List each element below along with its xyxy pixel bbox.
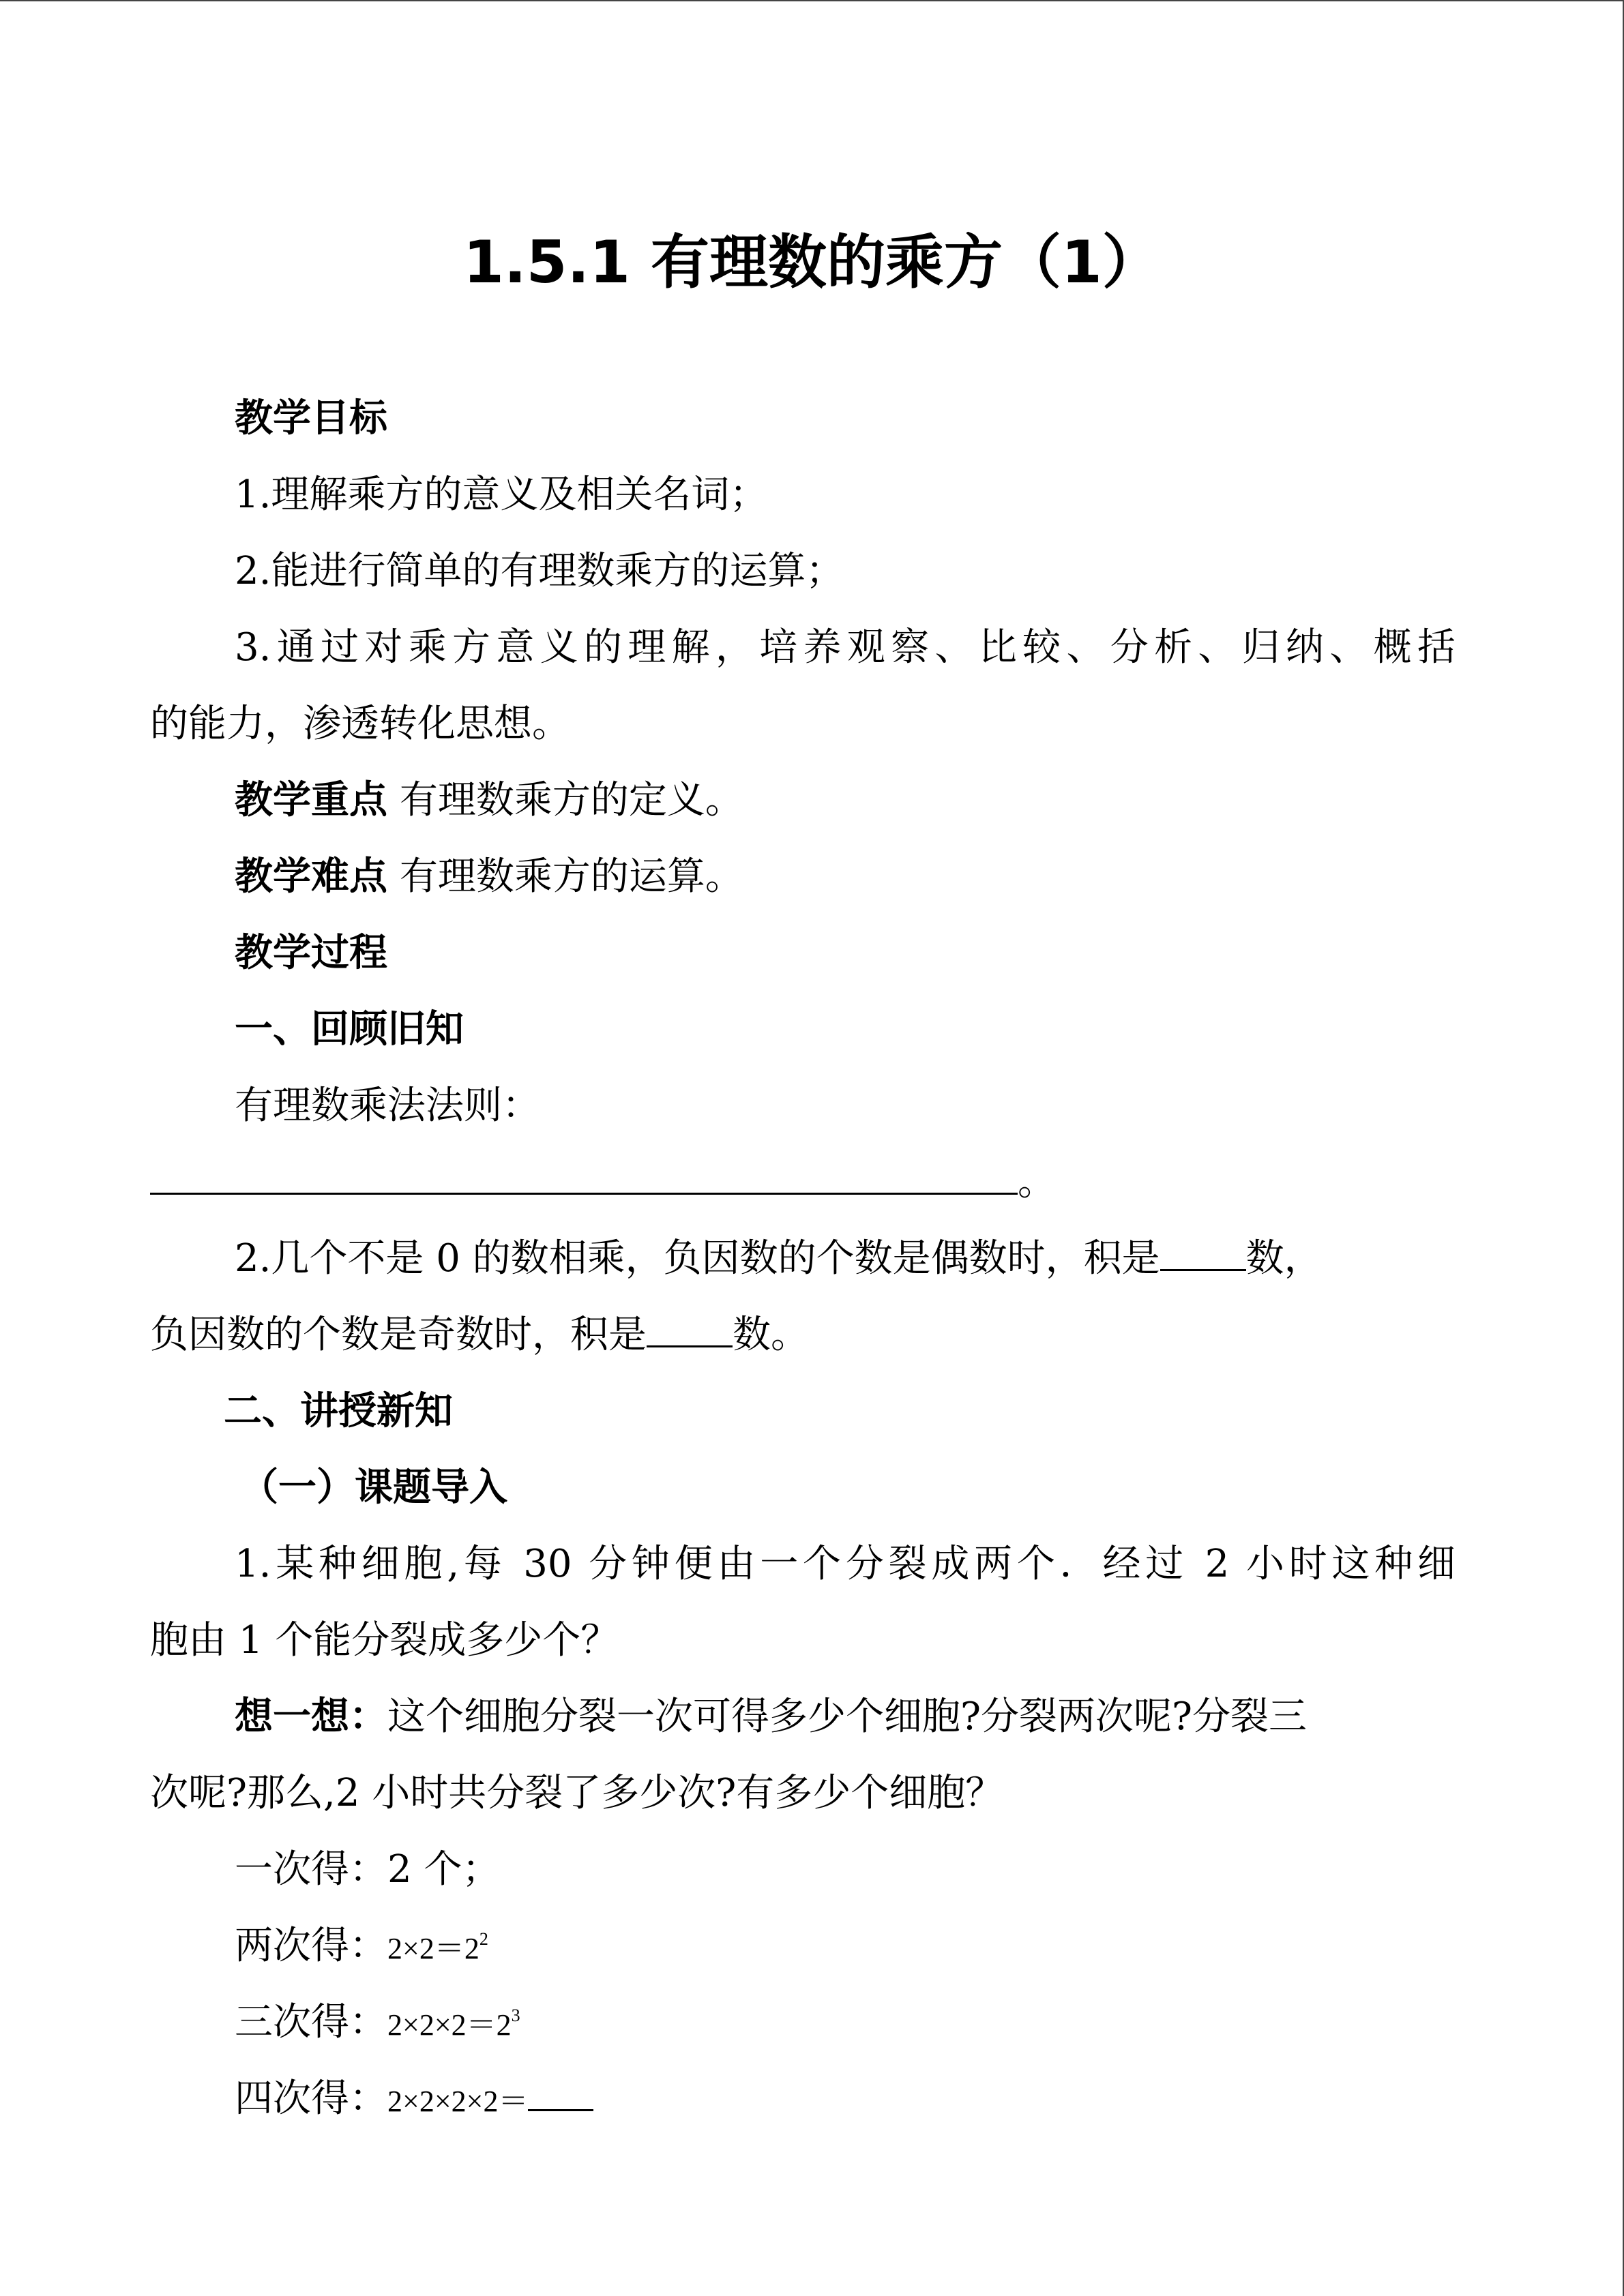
key-point <box>235 772 743 829</box>
odd-sign-blank[interactable] <box>647 1345 733 1347</box>
document-title: 1.5.1 有理数的乘方（1） <box>463 228 1161 297</box>
twice-expression <box>387 1929 488 1965</box>
rule-period: 。 <box>1018 1160 1056 1204</box>
four-times-blank[interactable] <box>528 2108 593 2111</box>
twice-label: 两次得： <box>235 1924 387 1968</box>
think-line-2: 次呢?那么,2 小时共分裂了多少次?有多少个细胞？ <box>150 1771 1004 1815</box>
division-four-times <box>235 2070 593 2130</box>
thrice-label: 三次得： <box>235 2000 387 2044</box>
key-point-text: 有理数乘方的定义。 <box>399 778 743 822</box>
difficulty-text: 有理数乘方的运算。 <box>399 854 743 899</box>
think-line-1 <box>235 1688 1307 1746</box>
difficulty <box>235 848 743 906</box>
division-once: 一次得：2 个； <box>235 1847 501 1892</box>
question-2-line-2 <box>150 1307 809 1364</box>
question-2-text-b: 数， <box>1245 1236 1323 1281</box>
division-twice <box>235 1918 488 1978</box>
even-sign-blank[interactable] <box>1160 1268 1246 1271</box>
page-top-border <box>0 0 1624 1</box>
objectives-heading: 教学目标 <box>235 396 387 441</box>
rule-fill-blank[interactable] <box>150 1192 1018 1195</box>
difficulty-label: 教学难点 <box>235 854 387 899</box>
process-heading: 教学过程 <box>235 931 387 975</box>
cell-problem-line-2: 胞由 1 个能分裂成多少个？ <box>150 1618 619 1663</box>
think-text-1: 这个细胞分裂一次可得多少个细胞?分裂两次呢?分裂三 <box>387 1695 1308 1739</box>
key-point-label: 教学重点 <box>235 778 387 822</box>
objective-item-3-line-2: 的能力，渗透转化思想。 <box>150 702 570 746</box>
thrice-expression <box>387 2008 520 2042</box>
new-knowledge-heading: 二、讲授新知 <box>224 1389 453 1433</box>
objective-item-2: 2.能进行简单的有理数乘方的运算； <box>235 549 844 593</box>
multiplication-rule-answer-line <box>150 1154 1056 1211</box>
twice-exponent: 2 <box>479 1929 488 1950</box>
twice-expr-base: 2×2＝2 <box>387 1932 479 1965</box>
thrice-expr-base: 2×2×2＝2 <box>387 2008 512 2042</box>
four-expression: 2×2×2×2＝ <box>387 2085 529 2118</box>
question-2-text-c: 负因数的个数是奇数时，积是 <box>150 1313 647 1357</box>
four-label: 四次得： <box>235 2076 387 2121</box>
objective-item-3-line-1: 3.通过对乘方意义的理解，培养观察、比较、分析、归纳、概括 <box>235 625 1456 670</box>
thrice-exponent: 3 <box>511 2006 520 2026</box>
think-label: 想一想： <box>235 1695 387 1739</box>
multiplication-rule-label: 有理数乘法法则： <box>235 1084 540 1128</box>
objective-item-1: 1.理解乘方的意义及相关名词； <box>235 473 768 517</box>
cell-problem-line-1: 1.某种细胞,每 30 分钟便由一个分裂成两个．经过 2 小时这种细 <box>235 1542 1456 1586</box>
question-2-text-a: 2.几个不是 0 的数相乘，负因数的个数是偶数时，积是 <box>235 1236 1160 1281</box>
division-thrice <box>235 1994 520 2054</box>
review-heading: 一、回顾旧知 <box>235 1007 464 1052</box>
question-2-line-1 <box>235 1230 1323 1287</box>
introduction-subheading: （一）课题导入 <box>240 1465 507 1510</box>
question-2-text-d: 数。 <box>733 1313 809 1357</box>
